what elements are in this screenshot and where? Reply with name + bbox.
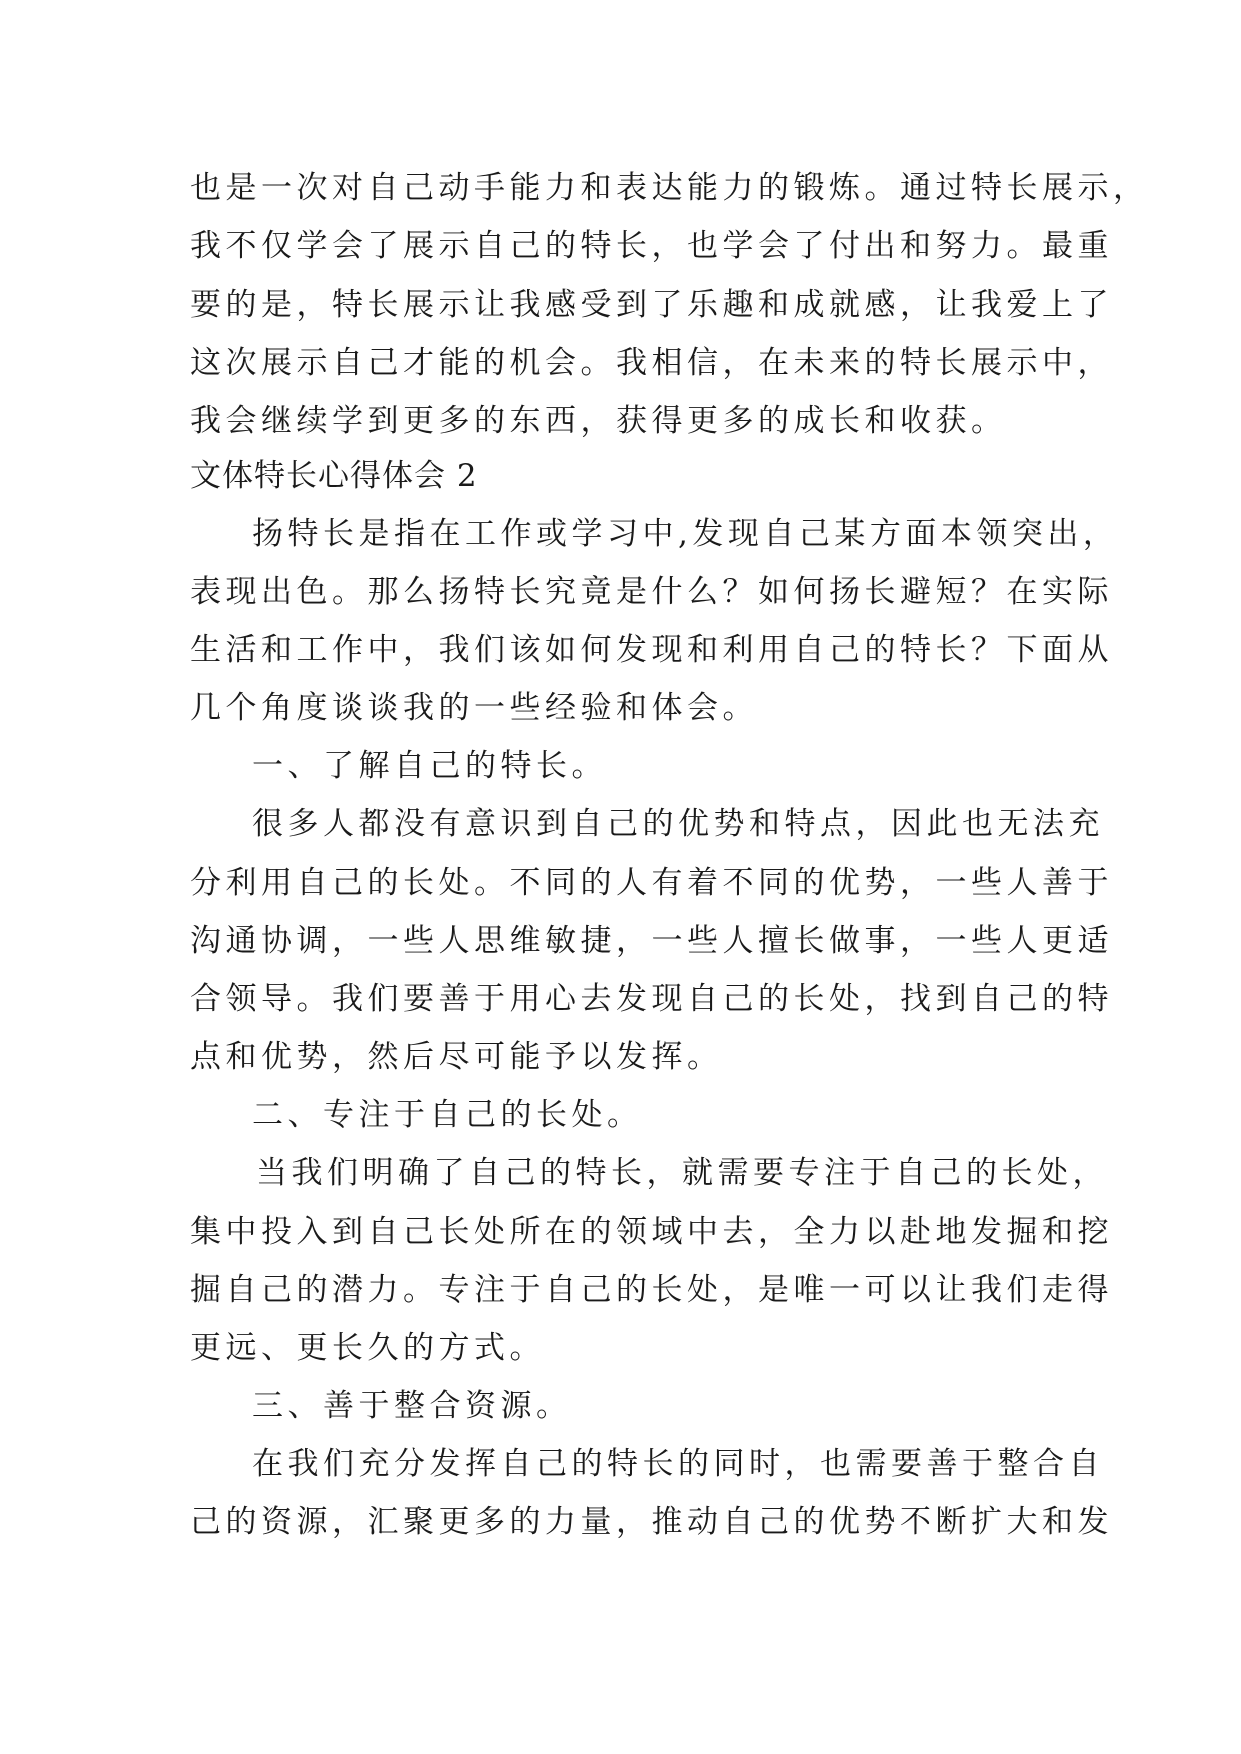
paragraph-line: 我不仅学会了展示自己的特长，也学会了付出和努力。最重 xyxy=(190,228,1113,264)
paragraph-line: 集中投入到自己长处所在的领域中去，全力以赴地发掘和挖 xyxy=(190,1214,1113,1250)
paragraph-line: 当我们明确了自己的特长，就需要专注于自己的长处， xyxy=(256,1155,1108,1191)
paragraph-line: 合领导。我们要善于用心去发现自己的长处，找到自己的特 xyxy=(190,981,1113,1017)
paragraph-line: 生活和工作中，我们该如何发现和利用自己的特长？下面从 xyxy=(190,632,1113,668)
paragraph-line: 几个角度谈谈我的一些经验和体会。 xyxy=(190,690,758,726)
paragraph-line: 在我们充分发挥自己的特长的同时，也需要善于整合自 xyxy=(252,1446,1104,1482)
paragraph-line: 更远、更长久的方式。 xyxy=(190,1330,545,1366)
paragraph-line: 沟通协调，一些人思维敏捷，一些人擅长做事，一些人更适 xyxy=(190,923,1113,959)
paragraph-line: 很多人都没有意识到自己的优势和特点，因此也无法充 xyxy=(252,806,1104,842)
paragraph-line: 我会继续学到更多的东西，获得更多的成长和收获。 xyxy=(190,403,1007,439)
paragraph-line: 也是一次对自己动手能力和表达能力的锻炼。通过特长展示， xyxy=(190,170,1149,206)
paragraph-line: 己的资源，汇聚更多的力量，推动自己的优势不断扩大和发 xyxy=(190,1504,1113,1540)
paragraph-line: 表现出色。那么扬特长究竟是什么？如何扬长避短？在实际 xyxy=(190,574,1113,610)
paragraph-line: 掘自己的潜力。专注于自己的长处，是唯一可以让我们走得 xyxy=(190,1272,1113,1308)
paragraph-line: 分利用自己的长处。不同的人有着不同的优势，一些人善于 xyxy=(190,865,1113,901)
paragraph-line: 要的是，特长展示让我感受到了乐趣和成就感，让我爱上了 xyxy=(190,287,1113,323)
paragraph-line: 这次展示自己才能的机会。我相信，在未来的特长展示中， xyxy=(190,345,1113,381)
subheading-line: 二、专注于自己的长处。 xyxy=(252,1097,643,1133)
section-heading: 文体特长心得体会 2 xyxy=(190,458,478,494)
paragraph-line: 点和优势，然后尽可能予以发挥。 xyxy=(190,1039,723,1075)
subheading-line: 一、了解自己的特长。 xyxy=(252,748,607,784)
paragraph-line: 扬特长是指在工作或学习中,发现自己某方面本领突出， xyxy=(252,516,1119,552)
subheading-line: 三、善于整合资源。 xyxy=(252,1388,572,1424)
